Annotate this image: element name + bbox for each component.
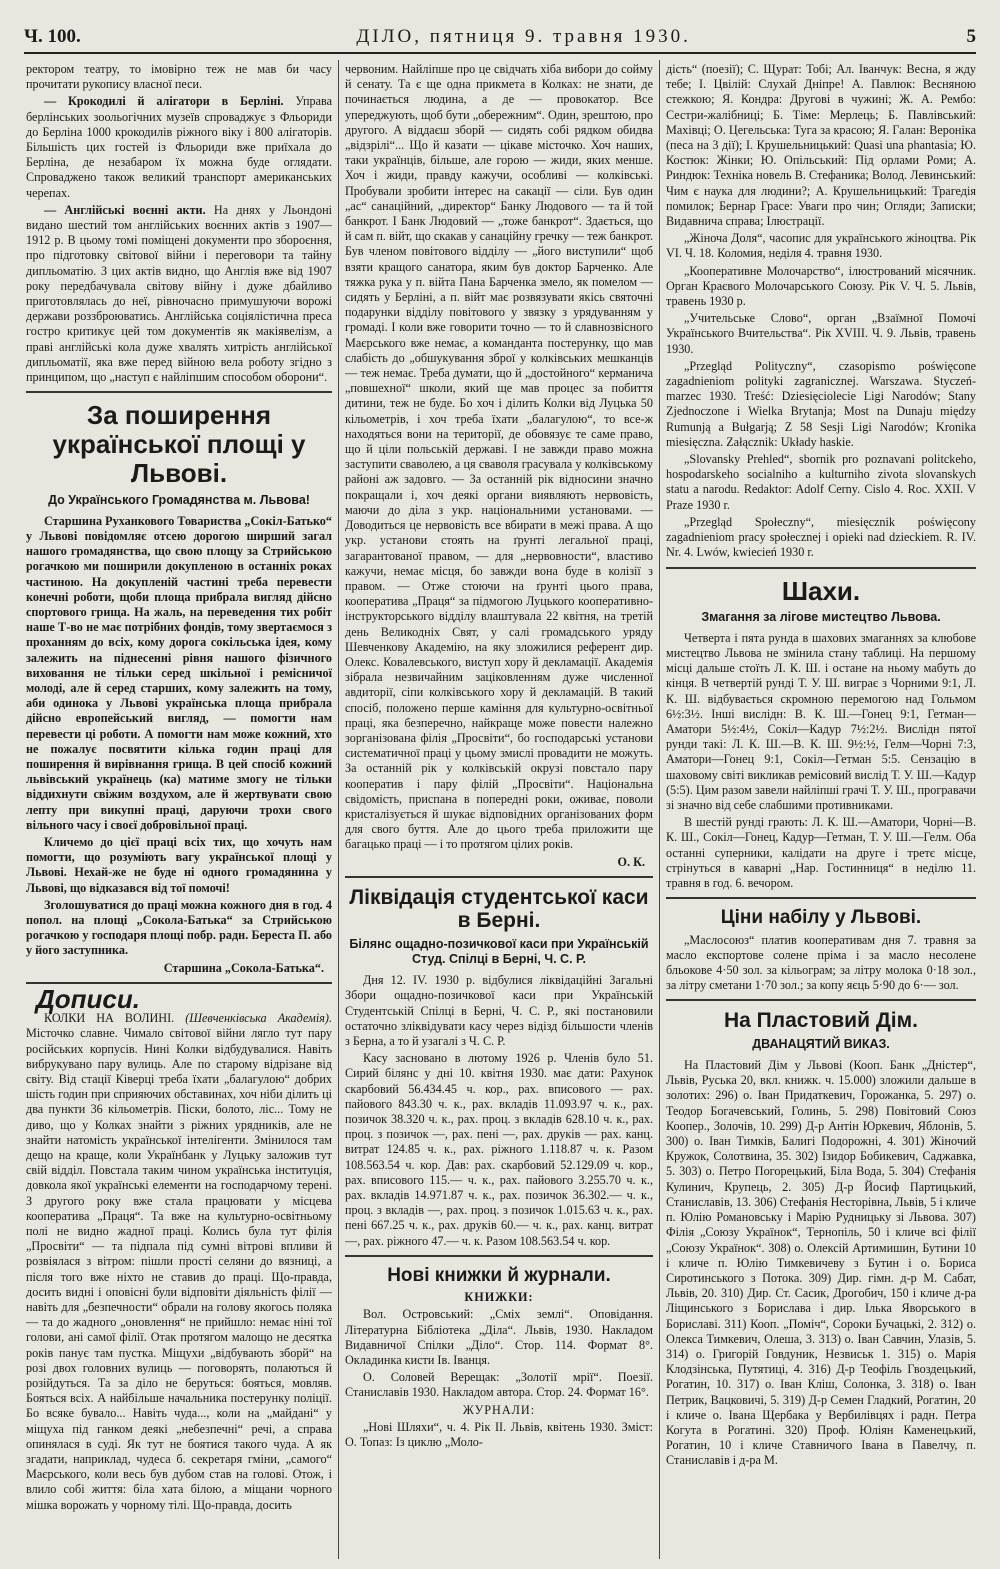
paragraph: дість“ (поезії); С. Щурат: Тобі; Ал. Іванчук: Весна, я жду тебе; І. Цвілій: Слухай Дніпре! А. Павлюк: Весняною стежкою; Я. Кондра: Другові в чужині; Ж. А. Рембо: Сестри-жалібниці; Б. Тіме: Мерлець; Б. Павлівський: Махівці; О. Цегельська: Туга за красою; Я. Галан: Вероніка (песа на 3 дії); І. Крушельницький: Quasi una phantasia; Ю. Костюк: Жінки; Ю. Опільський: Під орлами Роми; А. Риндюк: Техніка новель В. Стефаника; Волод. Левинський: Чим є наука для людини?; А. Крушельницький: Трагедія помилок; Бернар Грасе: Уваги про чин; Огляди; Записки; Видавнича справа; Ілюстрації.: [666, 62, 976, 229]
paragraph: На Пластовий Дім у Львові (Кооп. Банк „Дністер“, Львів, Руська 20, вкл. книжк. ч. 15.000) зложили дальше в золотих: 296) о. Іван Придаткевич, Горожанка, 5. 297) о. Теодор Богачевський, Голинь, 5. 298) Повітовий Союз Коопер., Золочів, 10. 299) Д-р Антін Юркевич, Яблонів, 5. 300) о. Іван Тимків, Балигі Подорожні, 4. 301) Жіночий Кружок, Солотвина, 35. 302) Ізидор Бобикевич, Саджавка, 5. 303) о. Петро Погорецький, Біла Вода, 5. 304) Стефанія Кулинич, Крупець, 2. 305) Д-р Йосиф Партицький, Станиславів, 13. 306) Стефанія Несторівна, Львів, 5 і кличе п. Юлію Романовську і Марію Рудницьку зі Львова. 307) Філія „Союзу Українок“, Тернопіль, 50 і кличе всі філії „Союзу Українок“. 308) о. Олексій Артимишин, Бутини 10 і кличе п. Юлію Тимкевичеву з Бутин і о. Бориса Сиротинського з Потока. 309) Дир. гімн. д-р М. Сабат, Львів, 20. 310) Дир. Ст. Сасик, Дрогобич, 150 і кличе д-ра Ліщинського з Борислава і дир. Ілька Яворського в Бориславі. 311) Кооп. „Поміч“, Сороки Бучацькі, 2. 312) о. Олекса Тимкевич, Олеша, 3. 313) о. Іван Савчин, Улазів, 5. 314) о. Григорій Говдуник, Незвиськ 1. 315) о. Марія Клодзінська, Путятиці, 4. 316) Д-р Теофіль Гвоздецький, Рогатин, 10. 317) о. Іван Кліш, Солонка, 3. 318) о. Іван Петрик, Вацковичі, 5. 319) Д-р Семен Гладкий, Рогатин, 20 і кличе о. Івана Щербака у Вербилівцях і радн. Петра Когута в Рогатині. 320) Проф. Юліян Каменецький, Рогатин, 10 і кличе Ставничого Івана в Павелчу, п. Станиславів і д-ра М.: [666, 1058, 976, 1468]
paragraph: В шестій рунді грають: Л. К. Ш.—Аматори, Чорні—В. К. Ш., Сокіл—Гонец, Кадур—Гетман, Т. У. Ш.—Гелм. Оба останні суперники, калідати на друге і третє місце, стрінуться в каварні „Нар. Гостинниця“ в неділю 11. травня в год. 6. вечором.: [666, 815, 976, 891]
paragraph: Кличемо до цієї праці всіх тих, що хочуть нам помогти, що розуміють вагу української площі у Львові. Нехай-же не буде ні одного громадянина у Львові, що відказався від тої помочі!: [26, 835, 332, 895]
article-title: КОЛКИ НА ВОЛИНІ.: [44, 1011, 175, 1026]
journal-entry: „Учительське Слово“, орган „Взаїмної Помочі Українського Вчительства“. Рік XVIII. Ч. 9. Львів, травень 1930.: [666, 311, 976, 356]
divider: [666, 567, 976, 569]
page-number: 5: [966, 26, 976, 47]
divider: [26, 391, 332, 393]
article-source: (Шевченківська Академія).: [185, 1011, 332, 1026]
article-subheading: ДВАНАЦЯТИЙ ВИКАЗ.: [752, 1036, 890, 1051]
divider: [345, 1255, 653, 1257]
news-item-text: На днях у Льондоні видано шестий том англійських воєнних актів з 1907—1912 р. В цьому томі поміщені документи про збороєння, про підготовку світової війни і переговори та тайну дипльоматію. З цих актів видно, що Англія вже від 1907 року передбачувала світову війну і дуже дбайливо приготовлялась до неї, рівночасно примушуючи ворожі держави роззброюватись. Англійська соціялістична преса гостро критикує цей том документів як макіявелізм, а праві англійські кола дуже хвалять хитрість англійської дипльоматії, яка вже перед війною вела роботу згідно з принципом, що „наступ є найліпшим способом оборони“.: [26, 202, 332, 385]
paragraph: Старшина Руханкового Товариства „Сокіл-Батько“ у Львові повідомляє отсею дорогою ширший загал нашого громадянства, що свою площу за Стрийською рогачкою ми поширили докупленою в останніх роках частиною. На докупленій частині треба перевести конечні роботи, щоби площа прибрала вигляд дійсно спортового грища. На жаль, на переведення тих робіт наше Т-во не має потрібних фондів, тому звертаємося з проханням до всіх, кому дорога сокільська ідея, кому залежить на піднесенні рівня нашого фізичного виховання не тільки серед шкільної і ремісничої молоді, але й серед старших, кому залежить на тому, аби одинока у Львові українська площа прибрала дійсно европейський вигляд, — помогти нам перевести ці роботи. А помогти нам може кожний, хто не пожалує посвятити кілька годин праці для поширення й вирівнання грища. В цей спосіб кожний львівський українець (ка) матиме змогу не тільки віддихнути свіжим воздухом, але й жертвувати свою лепту при викупні праці, даруючи трохи свого вільного часу і своєї добровільної праці.: [26, 513, 332, 832]
book-entry: Вол. Островський: „Сміх землі“. Оповідання. Літературна Бібліотека „Діла“. Львів, 1930. Накладом Видавничої Спілки „Діло“. Стор. 114. Формат 8°. Окладинка кисти Ів. Іванця.: [345, 1307, 653, 1367]
column-2: [345, 62, 653, 1561]
section-heading-prices: Ціни набілу у Львові.: [720, 907, 922, 929]
news-item-title: — Крокодилі й алігатори в Берліні.: [44, 94, 284, 109]
column-3: [666, 62, 976, 1561]
divider: [666, 999, 976, 1001]
signature: О. К.: [617, 854, 645, 869]
section-heading-dopysy: Дописи.: [36, 983, 140, 1014]
paragraph: „Маслосоюз“ платив кооперативам дня 7. травня за масло експортове солене пріма і за масло несолене бльокове 4·50 зол. за кільограм; за літру молока 0·18 зол., за літру сметани 1·70 зол.; за копу яєць 5·90 до 6·— зол.: [666, 932, 976, 993]
paragraph: Дня 12. IV. 1930 р. відбулися ліквідаційні Загальні Збори ощадно-позичкової каси при Українській Студентській Спілці в Берні, Ч. С. Р., які постановили остаточно зліквідувати касу через відізд більшости членів з Берна, а то й узагалі з Ч. С. Р.: [345, 973, 653, 1049]
divider: [345, 876, 653, 878]
issue-number: Ч. 100.: [24, 26, 81, 47]
journal-entry: „Przegląd Polityczny“, czasopismo poświęcone zagadnieniom polityki zagranicznej. Warszawa. Styczeń-marzec 1930. Treść: Dziesięciolecie Ligi Narodów; Stany Zjednoczone i Wielka Brytanja; Most na Dunaju między Rumunją a Bułgarją; Z 58 Sesji Ligi Narodów; Kronika miesięczna. Załącznik: Układy haskie.: [666, 358, 976, 449]
column-divider-2: [659, 60, 660, 1559]
article-subheading: До Українського Громадянства м. Львова!: [48, 492, 310, 507]
journal-entry: „Кооперативне Молочарство“, ілюстрований місячник. Орган Краєвого Молочарського Союзу. Рік V. Ч. 5. Львів, травень 1930 р.: [666, 263, 976, 309]
article-heading-plosha: За поширення української площі у Львові.: [52, 400, 306, 489]
journal-entry: „Przegląd Społeczny“, miesięcznik poświęcony zagadnieniom pracy społecznej i opieki nad dzieckiem. R. IV. Nr. 4. Lwów, kwiecień 1930 r.: [666, 514, 976, 560]
column-divider-1: [338, 60, 339, 1559]
journal-entry: „Нові Шляхи“, ч. 4. Рік II. Львів, квітень 1930. Зміст: О. Топаз: Із циклю „Моло-: [345, 1419, 653, 1449]
article-subheading: Білянс ощадно-позичкової каси при Українській Студ. Спілці в Берні, Ч. С. Р.: [349, 936, 649, 966]
paragraph: червоним. Найліпше про це свідчать хіба вибори до сойму й сенату. Та є ще одна прикмета в Колках: не знати, де починається людина, а де — провокатор. Все упереджують, щоб бути „обережним“. Один, зрештою, про другого. А віддаєш зборй — сидять собі рядком обидва „відзрілі“... Що й казати — цікаве місточко. Хоч наших, таки українців, більше, але горою — жиди, яких менше. Хоч і жиди, правду кажучи, особливі — колківські. Пробували зробити інтерес на сакації — сіли. Був один „ас“ санаційний, „директор“ Банку Людового — та й той банкрот. І Банк Людовий — „тоже банкрот“. Здається, що й сам п. війт, що скакав у санаційну гречку — теж банкрот. Був членом повітового відділу — „його виступили“ щоб взяти кращого санатора, яким був доктор Барченко. Але тяжка рука у п. війта Пана Барченка змело, як помелом — сидять у Берліні, а п. війт має розвязувати якісь святочні подарунки відділу повітового у звязку з урядуванням у громаді. І коли вже говорити точно — то й славнозвісного Маєрського вже немає, а команданта постерунку, що мав слабість до „обшукування зброї у колківських мешканців — теж немає. Треба думати, що й „достойного“ керманича „повшехної“ школи, який ще мав процес за побиття дитини, теж не буде. Бо хоч і ділить Колки від Луцька 50 кільометрів, і хоч треба їхати „балагулою“, то все-ж находяться вони на території, де обовязує те саме право, що й ціли польській державі. І не завжди право можна заступити сваволею, а ця сваволя грасувала у колківському районі аж задовго. — За останній рік відносини значно покращали і, хоч деякі органи виявляють нервовість, маючи до діла з укр. національними установами. — Доводиться це нервовість все вбирати в межі права. А що укр. установи стоять на ґрунті легальної праці, загарантованої правом, — для „нервовности“, властиво кажучи, немає місця, бо завжди вона буде в колізії з правом. — Отже стоючи на ґрунті цього права, кооператива „Праця“ за підмогою Луцького кооперативно-інструкторського відділу влаштувала 22 квітня, на третій день Великодніх Свят, у салі громадського уряду Шевченкову Академію, на яку зложилися референт дир. Олекс. Ковалевського, виступ хору й декламації. Академія зібрала незвичайним заціковленням дуже численної авдиторії, сіпи колківського хору й декламацій. В такий спосіб, положено перше каміння для культурно-освітньої праці, яка безперечно, найкраще може повести належно зорганізована філія „Просвіти“, бо господарські установи систематичної праці у цьому змислі провадити не можуть. За останній рік у колківській окрузі повстало пару кооператив і пару філій „Просвіти“. Національна свідомість, приспана в попередні роки, оживає, поволи кристалізується й шукає відповідних організованих форм для свого буття. Але до цього треба приложити ще багацько праці — і то протягом цілих років.: [345, 62, 653, 852]
news-item-war-acts: [26, 203, 332, 385]
article-kolky: [26, 1011, 332, 1513]
paragraph: Касу засновано в лютому 1926 р. Членів було 51. Сирий білянс у дні 10. квітня 1930. має дати: Рахунок скарбовий 56.434.45 ч. кор., рах. вписового — рах. пайового 843.30 ч. к., рах. вкладів 11.093.97 ч. к., рах. позичок 38.320 ч. к., рах. проц. з вкладів 628.10 ч. к., рах. проц. з позичок —, рах. пені —, рах. друків — рах. канц. витрат 124.85 ч. к., рах. ріжного 1.118.87 ч. к. Разом 108.563.54 ч. кор. Дав: рах. скарбовий 52.129.09 ч. кор., рах. вписового 115.— ч. к., рах. пайового 3.255.70 ч. к., рах. вкладів 14.971.87 ч. к., рах. позичок 36.302.— ч. к., проц. з вкладів —, рах. проц. з позичок 1.015.63 ч. к., рах. пені 667.25 ч. к., рах. друків 60.— ч. к., рах. канц. витрат —, рах. ріжного 47.— ч. к. Разом 108.563.54 ч. кор.: [345, 1051, 653, 1248]
section-heading-books: Нові книжки й журнали.: [387, 1264, 611, 1286]
paragraph: Четверта і пята рунда в шахових змаганнях за клюбове мистецтво Львова не змінила стану таблиці. На першому місці дальше стоїть Л. К. Ш. і остане на ньому мабуть до кінця. В четвертій рунді Т. У. Ш. виграє з Чорними 9:1, Л. К. Ш. відбувається скромною перемогою над Гольмом 6½:3½. Інші вислідн: В. К. Ш.—Гонец 9:1, Гетман—Аматори 5½:4½, Сокіл—Кадур 7½:2½. Вислідн пятої рунди такі: Л. К. Ш.—В. К. Ш. 9½:½, Гелм—Чорні 7:3, Аматори—Гонец 9:1, Сокіл—Гетман 5:5. Сензацію в шаховому світі викликав ремісовий вислід Т. У. Ш.—Кадур (5:5). Цим разом завели найліпші грачі Т. У. Ш., програвачи зі значно від себе слабшими противниками.: [666, 630, 976, 813]
news-item-crocodiles: [26, 94, 332, 200]
book-entry: О. Соловей Верещак: „Золотії мрії“. Поезії. Станиславів 1930. Накладом автора. Стор. 24. Формат 16°.: [345, 1370, 653, 1400]
news-item-text: Управа берлінських зоольогічних музеїв спроваджує з Фльориди до Берліна 1000 крокодилів ріжного віку і 800 алігаторів. Більшість цих гостей із Фльориди вже приїхала до Берліна, де незабаром їх можна буде оглядати. Спроваджено також великий транспорт американських черепах.: [26, 94, 332, 200]
masthead-date: ДІЛО, пятниця 9. травня 1930.: [356, 26, 691, 47]
section-heading-plast: На Пластовий Дім.: [723, 1009, 919, 1033]
journals-label: ЖУРНАЛИ:: [462, 1402, 536, 1417]
article-subheading: Змагання за лігове мистецтво Львова.: [701, 609, 941, 624]
column-1: [26, 62, 332, 1561]
article-text: Місточко славне. Чимало світової війни лягло тут пару російських корпусів. Нині Колки відбудувалися. Навіть вибрукувано пару вулиць. Але по старому відрізане від світу. Від стації Ківерці треба їхати „балагулою“ добрих шість годин при сприяючих обставинах, хоч ніби ділить ці два пункти 36 кільометрів. Піски, болото, ліс... Тому не диво, що у Колках знайти з ріжних урядників, але не знайти натомість української інтелігенти. Змінилося там дещо на краще, коли Українбанк у Луцьку заложив тут свій відділ. Повстала таким чином українська інституція, довкола якої українські елементи на господарчому терені. З другого року вже стала працювати у місцева кооператива „Праця“. Та вже на культурно-освітньому полі не видно жадної праці. Колись була тут філія „Просвіти“ — та підпала під сумні вітрові впливи й розвіялася з вітром: пішли прості селяни до вязниці, а після того вже ніхто не ставив до праці. Що-правда, досить видні і оповісні були відповіти діяльність філії — навіть для „безпечности“ обрали на голову якогось поляка — та до жадного „оновлення“ не прийшло: немає ніні тої голови, ані самої філії. Отак протягом малощо не десятка років панує там пустка. Міщухи „відбувають зборй“ на розі двох головних вулиць — поговорять, полаються й розійдуться. Та за діло не беруться: бояться, мовляв. Бояться всіх. А найбільше начальника постерунку поліції. Бо всяке бувало... Навіть чуда..., коли на „майдані“ у міщуха під ганком деякі „небезпечні“ речі, а справа опинялася в суді. Як тут не боятися такого чуда. А як згадати, наприклад, чудеса б. секретаря гміни, „самого“ Маєрського, коли весь був дубом став на голові. Отож, і влило собі життя: біла хата білою, а міщани чорного мішка ворожать у чорному тілі. Що-правда, досить: [26, 1026, 332, 1512]
masthead: [24, 22, 976, 54]
news-item-title: — Англійські воєнні акти.: [44, 202, 206, 217]
journal-entry: „Slovansky Prehled“, sbornik pro poznavani politckeho, hospodarskeho socialniho a kulturniho zivota slovanskych statu a narodu. Redaktor: Adolf Cerny. Cislo 4. Roc. XXII. V Praze 1930 r.: [666, 452, 976, 512]
article-heading-kasa: Ліквідація студентської каси в Берні.: [349, 885, 649, 933]
section-heading-chess: Шахи.: [781, 575, 861, 606]
divider: [666, 897, 976, 899]
paragraph: ректором театру, то імовірно теж не мав би часу прочитати рукопису власної песи.: [26, 62, 332, 92]
books-label: КНИЖКИ:: [464, 1290, 534, 1305]
journal-entry: „Жіноча Доля“, часопис для українського жіноцтва. Рік VI. Ч. 18. Коломия, неділя 4. травня 1930.: [666, 231, 976, 261]
signature: Старшина „Сокола-Батька“.: [163, 960, 324, 975]
paragraph: Зголошуватися до праці можна кожного дня в год. 4 попол. на площі „Сокола-Батька“ за Стрийською рогачкою у господаря площі побр. радн. Береста П. або у його заступника.: [26, 897, 332, 958]
